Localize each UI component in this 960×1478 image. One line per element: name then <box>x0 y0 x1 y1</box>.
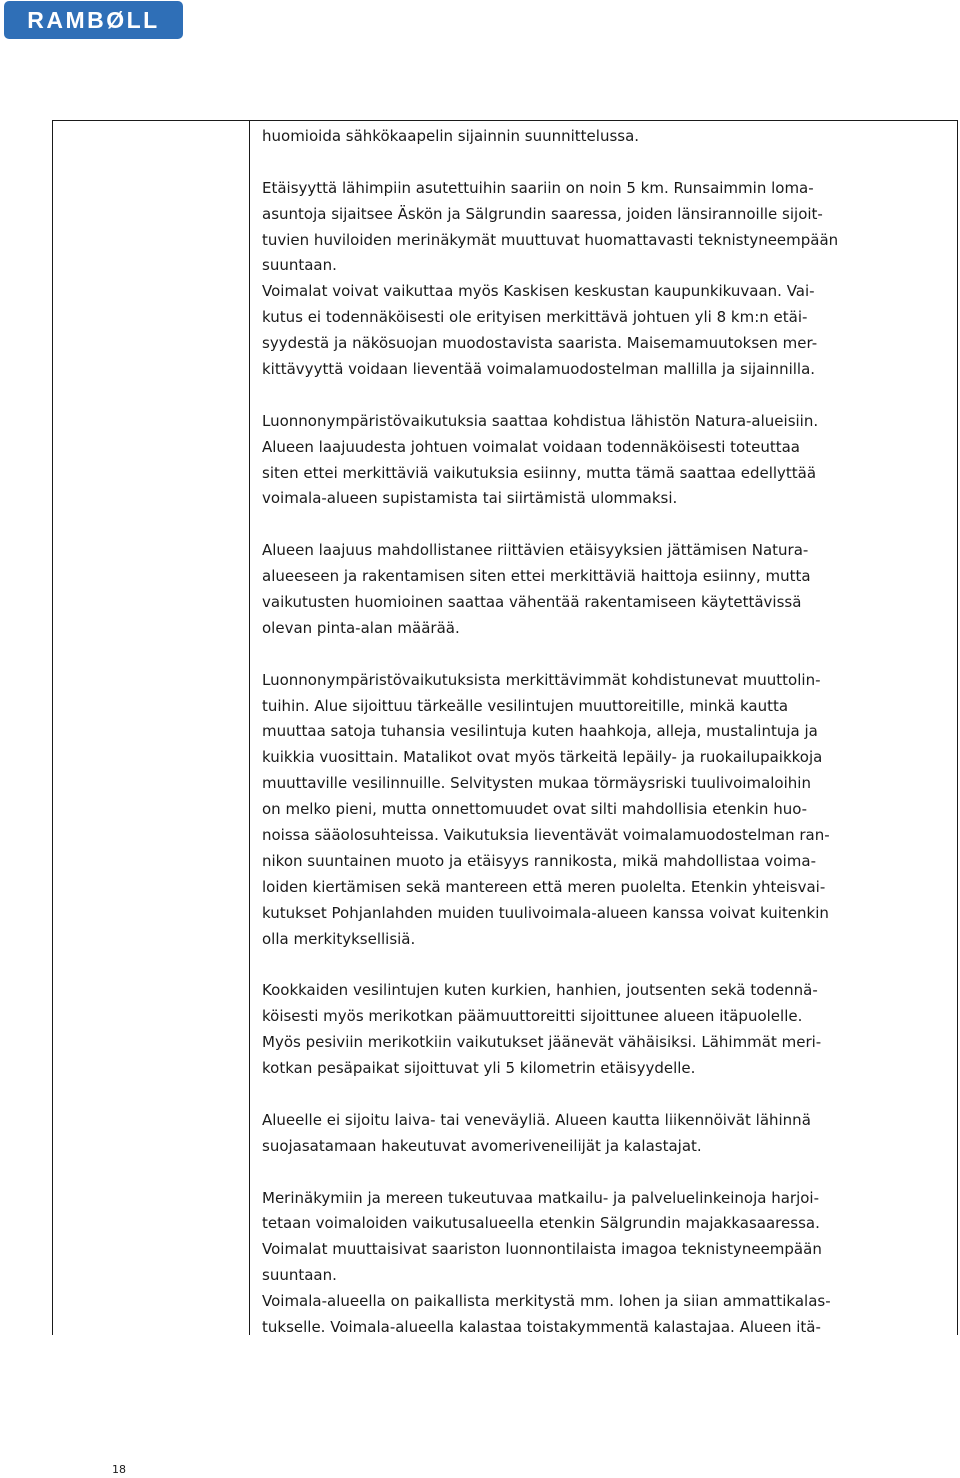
text-line: nikon suuntainen muoto ja etäisyys rannikosta, mikä mahdollistaa voima- <box>262 851 816 870</box>
text-line: suuntaan. <box>262 256 337 275</box>
paragraph-gap <box>262 1082 952 1108</box>
paragraph-gap <box>262 642 952 668</box>
text-line: syydestä ja näkösuojan muodostavista saarista. Maisemamuutoksen mer- <box>262 334 818 353</box>
paragraph-gap <box>262 1160 952 1186</box>
text-line: tuihin. Alue sijoittuu tärkeälle vesilintujen muuttoreitille, minkä kautta <box>262 696 789 715</box>
text-line: kutukset Pohjanlahden muiden tuulivoimala-alueen kanssa voivat kuitenkin <box>262 903 829 922</box>
text-line: kuikkia vuosittain. Matalikot ovat myös tärkeitä lepäily- ja ruokailupaikkoja <box>262 748 823 767</box>
text-line: kotkan pesäpaikat sijoittuvat yli 5 kilometrin etäisyydelle. <box>262 1059 696 1078</box>
text-line: tetaan voimaloiden vaikutusalueella etenkin Sälgrundin majakkasaaressa. <box>262 1214 820 1233</box>
text-line: Etäisyyttä lähimpiin asutettuihin saariin on noin 5 km. Runsaimmin loma- <box>262 178 814 197</box>
text-line: on melko pieni, mutta onnettomuudet ovat silti mahdollisia etenkin huo- <box>262 800 808 819</box>
paragraph-gap <box>262 512 952 538</box>
text-line: noissa sääolosuhteissa. Vaikutuksia lieventävät voimalamuodostelman ran- <box>262 826 830 845</box>
text-line: huomioida sähkökaapelin sijainnin suunnittelussa. <box>262 127 640 145</box>
paragraph-gap <box>262 953 952 979</box>
text-line: Alueen laajuudesta johtuen voimalat voidaan todennäköisesti toteuttaa <box>262 437 800 456</box>
document-body <box>262 124 952 1341</box>
text-line: siten ettei merkittäviä vaikutuksia esiinny, mutta tämä saattaa edellyttää <box>262 463 817 482</box>
text-line: muuttaa satoja tuhansia vesilintuja kuten haahkoja, alleja, mustalintuja ja <box>262 722 818 741</box>
text-line: olevan pinta-alan määrää. <box>262 618 460 637</box>
text-line: alueeseen ja rakentamisen siten ettei merkittäviä haittoja esiinny, mutta <box>262 567 811 586</box>
ramboll-logo <box>4 1 183 39</box>
column-divider <box>249 120 250 1335</box>
text-line: Luonnonympäristövaikutuksista merkittävimmät kohdistunevat muuttolin- <box>262 670 821 689</box>
text-line: tukselle. Voimala-alueella kalastaa toistakymmentä kalastajaa. Alueen itä- <box>262 1317 821 1336</box>
text-line: Kookkaiden vesilintujen kuten kurkien, hanhien, joutsenten sekä todennä- <box>262 981 818 1000</box>
text-line: muuttaville vesilinnuille. Selvitysten mukaa törmäysriski tuulivoimaloihin <box>262 774 811 793</box>
paragraph-gap <box>262 383 952 409</box>
text-line: kittävyyttä voidaan lieventää voimalamuodostelman mallilla ja sijainnilla. <box>262 360 816 379</box>
page-number: 18 <box>112 1463 126 1476</box>
text-line: kutus ei todennäköisesti ole erityisen merkittävä johtuen yli 8 km:n etäi- <box>262 308 808 327</box>
text-line: Myös pesiviin merikotkiin vaikutukset jäänevät vähäisiksi. Lähimmät meri- <box>262 1033 822 1052</box>
text-line: suuntaan. <box>262 1266 337 1285</box>
logo-text: RAMBØLL <box>27 6 160 33</box>
text-line: tuvien huviloiden merinäkymät muuttuvat huomattavasti teknistyneempään <box>262 230 839 249</box>
text-line: vaikutusten huomioinen saattaa vähentää rakentamiseen käytettävissä <box>262 593 802 612</box>
text-line: Alueen laajuus mahdollistanee riittävien etäisyyksien jättämisen Natura- <box>262 541 809 560</box>
text-line: Voimalat muuttaisivat saariston luonnontilaista imagoa teknistyneempään <box>262 1240 822 1259</box>
text-line: köisesti myös merikotkan päämuuttoreitti sijoittunee alueen itäpuolelle. <box>262 1007 803 1026</box>
text-line: loiden kiertämisen sekä mantereen että meren puolelta. Etenkin yhteisvai- <box>262 877 826 896</box>
text-line: olla merkityksellisiä. <box>262 929 416 948</box>
text-line: Voimala-alueella on paikallista merkitystä mm. lohen ja siian ammattikalas- <box>262 1292 831 1311</box>
text-line: asuntoja sijaitsee Äskön ja Sälgrundin saaressa, joiden länsirannoille sijoit- <box>262 204 823 223</box>
text-line: Voimalat voivat vaikuttaa myös Kaskisen keskustan kaupunkikuvaan. Vai- <box>262 282 815 301</box>
text-line: voimala-alueen supistamista tai siirtämistä ulommaksi. <box>262 489 678 508</box>
text-line: Alueelle ei sijoitu laiva- tai veneväyliä. Alueen kautta liikennöivät lähinnä <box>262 1110 811 1129</box>
text-line: Merinäkymiin ja mereen tukeutuvaa matkailu- ja palveluelinkeinoja harjoi- <box>262 1188 820 1207</box>
text-line: suojasatamaan hakeutuvat avomeriveneilijät ja kalastajat. <box>262 1136 702 1155</box>
paragraph-gap <box>262 150 952 176</box>
text-line: Luonnonympäristövaikutuksia saattaa kohdistua lähistön Natura-alueisiin. <box>262 411 819 430</box>
